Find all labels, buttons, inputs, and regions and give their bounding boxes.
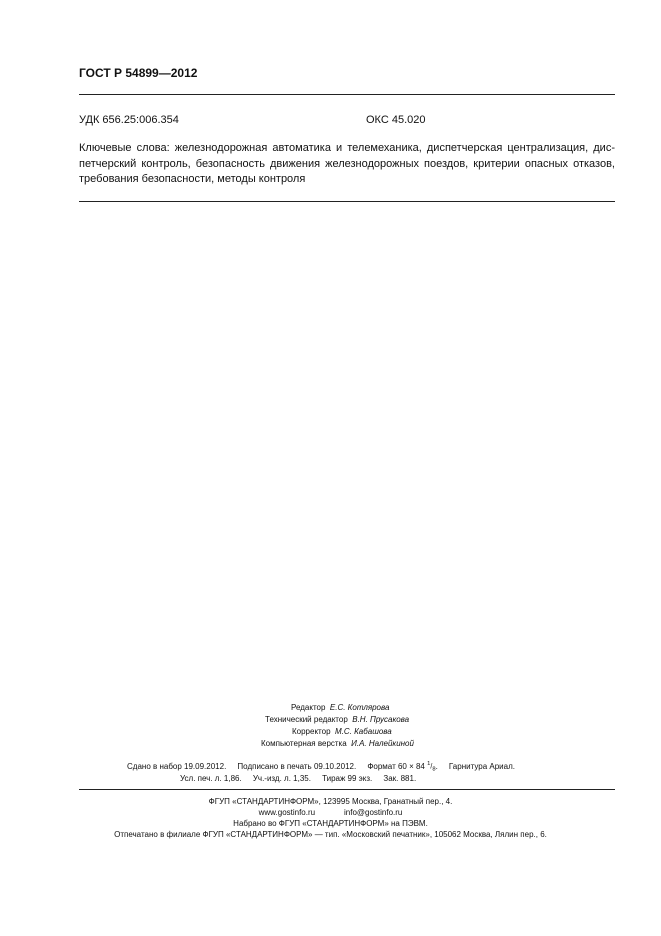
credit-name: И.А. Налейкиной <box>351 739 414 748</box>
publication-row-1: Сдано в набор 19.09.2012. Подписано в печать 09.10.2012. Формат 60 × 84 $^1/_8$. Гарнитура Ариал. <box>127 761 515 773</box>
format-fraction: $^1/_8$ <box>427 761 436 773</box>
document-code: ГОСТ Р 54899—2012 <box>79 66 198 80</box>
format: Формат 60 × 84 <box>367 761 425 771</box>
print-run: Тираж 99 экз. <box>322 774 373 783</box>
signed-date: Подписано в печать 09.10.2012. <box>237 761 357 771</box>
credit-editor <box>291 703 389 712</box>
credit-tech-editor <box>265 715 409 724</box>
publication-row-2 <box>180 774 416 783</box>
publisher-contacts <box>0 808 661 817</box>
credit-label: Корректор <box>292 727 331 736</box>
email-link: info@gostinfo.ru <box>344 808 403 817</box>
credit-label: Компьютерная верстка <box>261 739 347 748</box>
credit-name: В.Н. Прусакова <box>352 715 410 724</box>
publisher-address: ФГУП «СТАНДАРТИНФОРМ», 123995 Москва, Гранатный пер., 4. <box>208 797 453 806</box>
keywords-paragraph <box>79 141 615 188</box>
credit-label: Технический редактор <box>265 715 348 724</box>
credit-name: М.С. Кабашова <box>334 727 392 736</box>
credit-proofreader <box>292 727 392 736</box>
divider-top <box>79 94 615 95</box>
format-numerator: 1 <box>427 761 431 767</box>
credit-label: Редактор <box>291 703 326 712</box>
pub-sheets: Уч.-изд. л. 1,35. <box>252 774 311 783</box>
website-link: www.gostinfo.ru <box>258 808 316 817</box>
keywords-line: Ключевые слова: железнодорожная автоматика и телемеханика, диспетчерская централизация, дис- <box>79 142 615 154</box>
typeset-note: Набрано во ФГУП «СТАНДАРТИНФОРМ» на ПЭВМ. <box>233 819 428 828</box>
printing-note: Отпечатано в филиале ФГУП «СТАНДАРТИНФОРМ» — тип. «Московский печатник», 105062 Москва, Лялин пер., 6. <box>114 830 547 839</box>
typeface: Гарнитура Ариал. <box>448 761 515 771</box>
print-sheets: Усл. печ. л. 1,86. <box>180 774 242 783</box>
divider-bottom <box>79 789 615 790</box>
credit-name: Е.С. Котлярова <box>329 703 390 712</box>
submitted-date: Сдано в набор 19.09.2012. <box>127 761 227 771</box>
credit-layout <box>261 739 414 748</box>
order-number: Зак. 881. <box>383 774 417 783</box>
keywords-line: петчерский контроль, безопасность движения железнодорожных поездов, критерии опасных отказов, <box>79 157 615 170</box>
udk-code: УДК 656.25:006.354 <box>79 114 179 126</box>
keywords-line: требования безопасности, методы контроля <box>79 173 306 185</box>
divider-keywords <box>79 201 615 202</box>
format-denominator: 8 <box>432 766 436 773</box>
oks-code: ОКС 45.020 <box>366 114 426 126</box>
